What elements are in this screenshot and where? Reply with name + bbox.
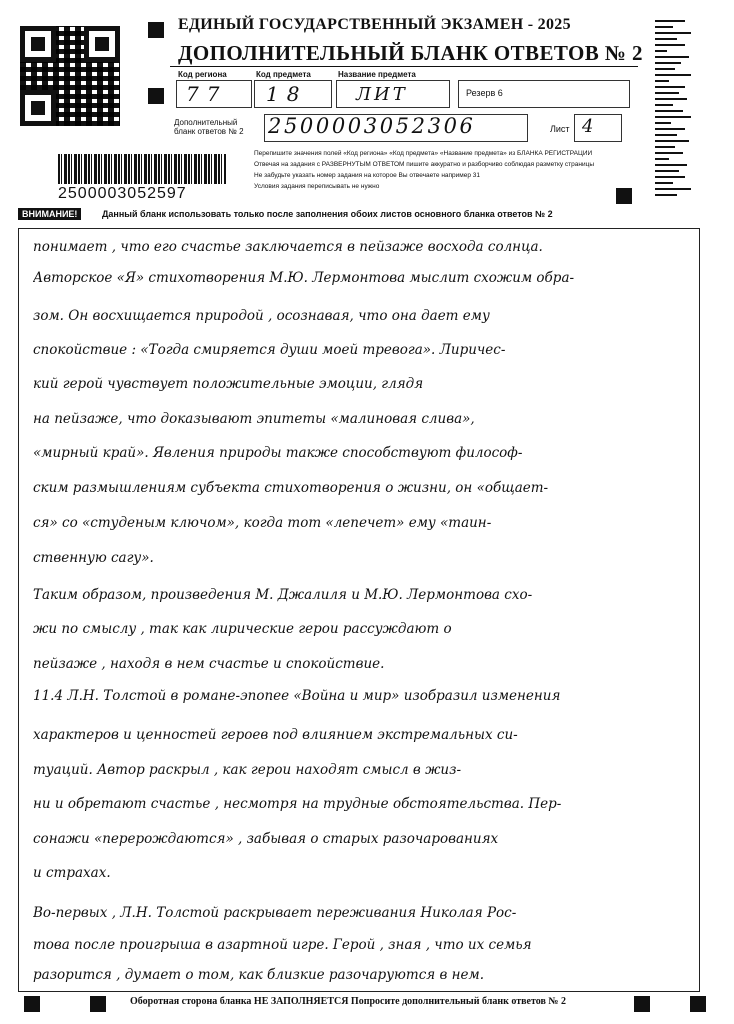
registration-mark <box>24 996 40 1012</box>
subject-code-value: 18 <box>266 82 308 106</box>
sheet-label: Лист <box>550 124 570 134</box>
registration-mark <box>90 996 106 1012</box>
answer-line: зом. Он восхищается природой , осознавая, что она дает ему <box>33 308 490 324</box>
registration-mark <box>634 996 650 1012</box>
addl-form-label-1: Дополнительный <box>174 118 238 127</box>
warning-text: Данный бланк использовать только после заполнения обоих листов основного бланка ответов № 2 <box>102 209 553 219</box>
registration-mark <box>148 88 164 104</box>
registration-mark <box>616 188 632 204</box>
answer-line: туаций. Автор раскрыл , как герои находят смысл в жиз- <box>33 762 462 778</box>
instruction-line: Условия задания переписывать не нужно <box>254 183 380 190</box>
answer-line: характеров и ценностей героев под влиянием экстремальных си- <box>33 727 518 743</box>
reserve-label: Резерв 6 <box>466 88 503 98</box>
subject-name-label: Название предмета <box>338 70 416 79</box>
instruction-line: Отвечая на задания с РАЗВЕРНУТЫМ ОТВЕТОМ пишите аккуратно и разборчиво соблюдая разметку страницы <box>254 161 595 168</box>
answer-line: ственную сагу». <box>33 550 154 566</box>
subject-name-value: ЛИТ <box>356 84 408 105</box>
registration-mark <box>690 996 706 1012</box>
answer-line: сонажи «перерождаются» , забывая о старых разочарованиях <box>33 831 499 847</box>
answer-line: ся» со «студеным ключом», когда тот «лепечет» ему «таин- <box>33 515 492 531</box>
answer-area[interactable] <box>18 228 700 992</box>
answer-line: спокойствие : «Тогда смиряется души моей тревога». Лиричес- <box>33 342 506 358</box>
side-code <box>655 20 695 210</box>
sheet-value: 4 <box>582 116 594 137</box>
addl-form-label-2: бланк ответов № 2 <box>174 127 244 136</box>
answer-line: на пейзаже, что доказывают эпитеты «малиновая слива», <box>33 411 475 427</box>
warning-bar <box>18 208 698 222</box>
header-rule <box>170 66 638 67</box>
exam-title: ЕДИНЫЙ ГОСУДАРСТВЕННЫЙ ЭКЗАМЕН - 2025 <box>178 16 571 33</box>
answer-line: жи по смыслу , так как лирические герои рассуждают о <box>33 621 452 637</box>
answer-line: 11.4 Л.Н. Толстой в романе-эпопее «Война и мир» изобразил изменения <box>33 688 561 704</box>
answer-line: пейзаже , находя в нем счастье и спокойствие. <box>33 656 385 672</box>
qr-code <box>20 26 120 126</box>
barcode <box>58 154 226 184</box>
warning-tag: ВНИМАНИЕ! <box>18 208 81 220</box>
answer-line: Таким образом, произведения М. Джалиля и М.Ю. Лермонтова схо- <box>33 587 533 603</box>
registration-mark <box>148 22 164 38</box>
instruction-line: Не забудьте указать номер задания на которое Вы отвечаете например 31 <box>254 172 481 179</box>
answer-line: ни и обретают счастье , несмотря на трудные обстоятельства. Пер- <box>33 796 562 812</box>
answer-line: кий герой чувствует положительные эмоции, глядя <box>33 376 424 392</box>
answer-line: Авторское «Я» стихотворения М.Ю. Лермонтова мыслит схожим обра- <box>33 270 575 286</box>
footer-note: Оборотная сторона бланка НЕ ЗАПОЛНЯЕТСЯ Попросите дополнительный бланк ответов № 2 <box>130 996 566 1007</box>
answer-line: и страхах. <box>33 865 111 881</box>
instruction-line: Перепишите значения полей «Код региона» «Код предмета» «Название предмета» из БЛАНКА РЕГИСТРАЦИИ <box>254 150 593 157</box>
answer-line: разорится , думает о том, как близкие разочаруются в нем. <box>33 967 485 983</box>
form-title: ДОПОЛНИТЕЛЬНЫЙ БЛАНК ОТВЕТОВ № 2 <box>178 41 643 65</box>
region-value: 77 <box>186 82 228 106</box>
addl-form-number: 2500003052306 <box>268 114 476 138</box>
subject-code-label: Код предмета <box>256 70 311 79</box>
answer-line: ским размышлениям субъекта стихотворения о жизни, он «общает- <box>33 480 549 496</box>
answer-line: «мирный край». Явления природы также способствуют философ- <box>33 445 523 461</box>
answer-line: това после проигрыша в азартной игре. Герой , зная , что их семья <box>33 937 532 953</box>
answer-line: понимает , что его счастье заключается в пейзаже восхода солнца. <box>33 239 543 255</box>
region-label: Код региона <box>178 70 227 79</box>
answer-line: Во-первых , Л.Н. Толстой раскрывает переживания Николая Рос- <box>33 905 517 921</box>
barcode-number: 2500003052597 <box>58 185 187 202</box>
